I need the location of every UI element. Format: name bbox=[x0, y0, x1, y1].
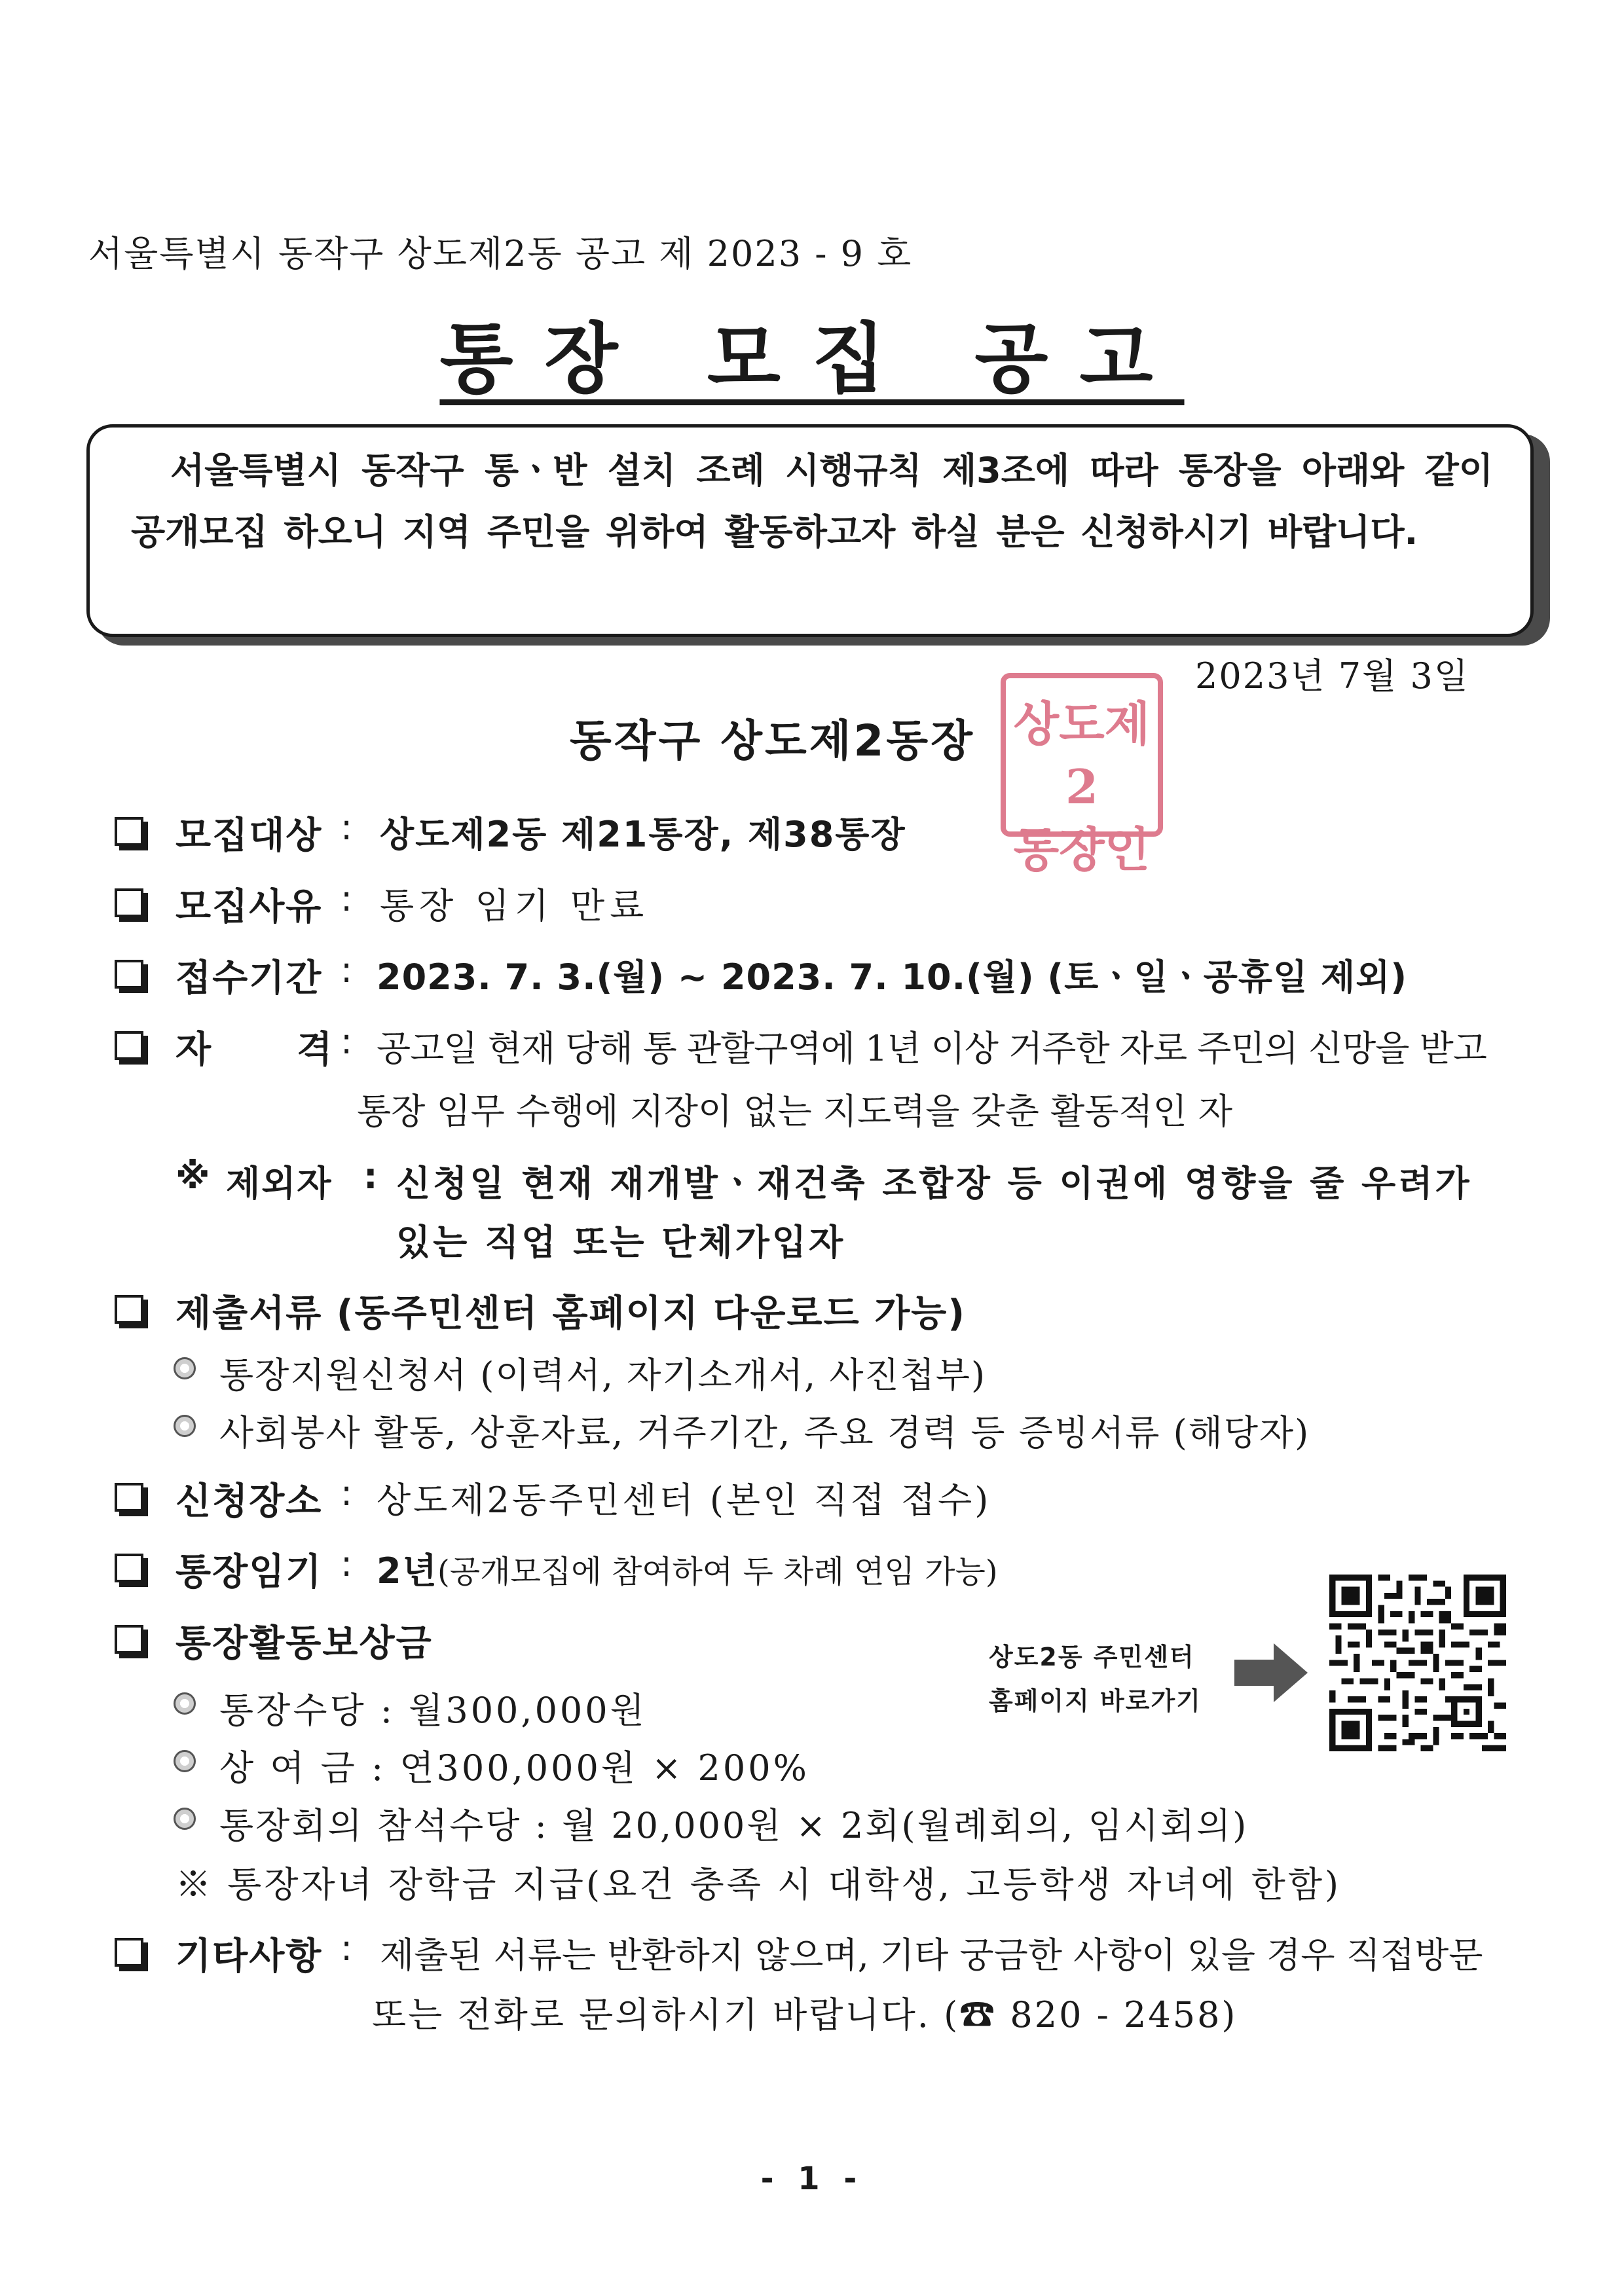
exclusion-line-1: 신청일 현재 재개발ㆍ재건축 조합장 등 이권에 영향을 줄 우려가 bbox=[396, 1162, 1472, 1204]
period-value: 2023. 7. 3.(월) ~ 2023. 7. 10.(월) (토ㆍ일ㆍ공휴일 제외) bbox=[377, 957, 1408, 998]
compensation-item: 통장수당 : 월300,000원 bbox=[219, 1690, 647, 1731]
term-value-bold: 2년 bbox=[377, 1550, 438, 1592]
exclusion-sep: : bbox=[363, 1156, 379, 1197]
period-sep: : bbox=[341, 949, 354, 991]
checkbox-icon bbox=[115, 1483, 143, 1512]
target-sep: : bbox=[341, 807, 354, 848]
place-sep: : bbox=[341, 1472, 354, 1514]
documents-item: 통장지원신청서 (이력서, 자기소개서, 사진첩부) bbox=[219, 1355, 987, 1396]
term-sep: : bbox=[341, 1543, 354, 1584]
term-value-rest: (공개모집에 참여하여 두 차례 연임 가능) bbox=[437, 1554, 998, 1590]
period-label: 접수기간 bbox=[175, 957, 323, 1000]
reason-label: 모집사유 bbox=[175, 886, 323, 928]
exclusion-mark: ※ bbox=[175, 1156, 212, 1197]
qr-code-icon[interactable] bbox=[1329, 1575, 1506, 1751]
qr-caption-line-2: 홈페이지 바로가기 bbox=[989, 1686, 1202, 1715]
etc-line-1: 제출된 서류는 반환하지 않으며, 기타 궁금한 사항이 있을 경우 직접방문 bbox=[380, 1935, 1483, 1976]
checkbox-icon bbox=[115, 1938, 143, 1967]
checkbox-icon bbox=[115, 1031, 143, 1060]
compensation-note: ※ 통장자녀 장학금 지급(요건 충족 시 대학생, 고등학생 자녀에 한함) bbox=[175, 1864, 1342, 1905]
place-value: 상도제2동주민센터 (본인 직접 접수) bbox=[377, 1480, 991, 1521]
bullet-icon bbox=[174, 1750, 196, 1772]
notice-number: 서울특별시 동작구 상도제2동 공고 제 2023 - 9 호 bbox=[88, 233, 913, 274]
etc-sep: : bbox=[341, 1927, 354, 1969]
intro-text: 서울특별시 동작구 통ㆍ반 설치 조례 시행규칙 제3조에 따라 통장을 아래와 같이 공개모집 하오니 지역 주민을 위하여 활동하고자 하실 분은 신청하시기 바랍니다. bbox=[131, 450, 1493, 553]
target-value: 상도제2동 제21통장, 제38통장 bbox=[380, 814, 906, 855]
compensation-label: 통장활동보상금 bbox=[175, 1622, 433, 1665]
checkbox-icon bbox=[115, 888, 143, 917]
qualification-line-1: 공고일 현재 당해 통 관할구역에 1년 이상 거주한 자로 주민의 신망을 받고 bbox=[377, 1028, 1486, 1069]
arrow-right-icon bbox=[1234, 1640, 1310, 1705]
checkbox-icon bbox=[115, 1554, 143, 1582]
issue-date: 2023년 7월 3일 bbox=[1195, 655, 1469, 697]
bullet-icon bbox=[174, 1808, 196, 1830]
checkbox-icon bbox=[115, 817, 143, 846]
official-seal bbox=[1001, 673, 1163, 877]
documents-item: 사회봉사 활동, 상훈자료, 거주기간, 주요 경력 등 증빙서류 (해당자) bbox=[219, 1412, 1310, 1453]
checkbox-icon bbox=[115, 960, 143, 989]
qualification-sep: : bbox=[341, 1021, 354, 1062]
documents-label: 제출서류 (동주민센터 홈페이지 다운로드 가능) bbox=[175, 1292, 966, 1335]
compensation-item: 통장회의 참석수당 : 월 20,000원 × 2회(월례회의, 임시회의) bbox=[219, 1805, 1249, 1846]
qualification-line-2: 통장 임무 수행에 지장이 없는 지도력을 갖춘 활동적인 자 bbox=[357, 1091, 1233, 1132]
term-label: 통장임기 bbox=[175, 1551, 323, 1594]
bullet-icon bbox=[174, 1357, 196, 1379]
bullet-icon bbox=[174, 1415, 196, 1437]
place-label: 신청장소 bbox=[175, 1480, 323, 1523]
exclusion-label: 제외자 bbox=[226, 1162, 333, 1204]
checkbox-icon bbox=[115, 1295, 143, 1324]
qualification-label: 자 격 bbox=[175, 1029, 334, 1071]
page-number: - 1 - bbox=[760, 2160, 864, 2197]
reason-sep: : bbox=[341, 878, 354, 919]
compensation-item: 상 여 금 : 연300,000원 × 200% bbox=[219, 1747, 809, 1789]
page-title: 통장 모집 공고 bbox=[439, 315, 1185, 403]
etc-label: 기타사항 bbox=[175, 1935, 323, 1978]
checkbox-icon bbox=[115, 1625, 143, 1654]
issuer-name: 동작구 상도제2동장 bbox=[570, 716, 975, 766]
qr-caption-line-1: 상도2동 주민센터 bbox=[989, 1643, 1195, 1671]
seal-text: 상도제2 동장인 bbox=[1013, 696, 1151, 877]
exclusion-line-2: 있는 직업 또는 단체가입자 bbox=[396, 1221, 846, 1263]
target-label: 모집대상 bbox=[175, 814, 323, 857]
bullet-icon bbox=[174, 1692, 196, 1715]
etc-line-2: 또는 전화로 문의하시기 바랍니다. (☎ 820 - 2458) bbox=[372, 1994, 1238, 2035]
reason-value: 통장 임기 만료 bbox=[380, 885, 650, 926]
